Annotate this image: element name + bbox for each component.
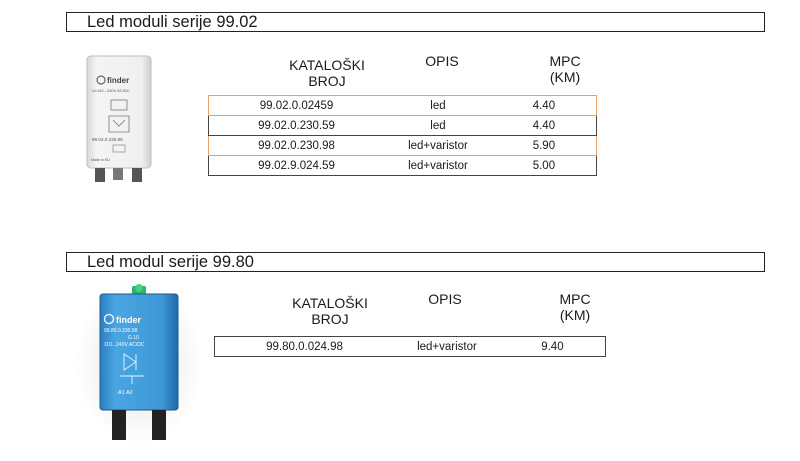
cell-opis: led+varistor bbox=[408, 139, 468, 152]
section-title-99-80: Led modul serije 99.80 bbox=[66, 252, 765, 272]
brand-logo: finder bbox=[107, 76, 130, 85]
cell-kataloski-broj: 99.02.9.024.59 bbox=[258, 159, 335, 172]
led-module-99-80-image bbox=[74, 280, 204, 446]
header-mpc: MPC (KM) bbox=[549, 53, 581, 85]
table-row bbox=[209, 116, 597, 136]
table-row bbox=[209, 136, 597, 156]
cell-opis: led+varistor bbox=[408, 159, 468, 172]
svg-text:U=110...240V AC/DC: U=110...240V AC/DC bbox=[92, 88, 130, 93]
cell-opis: led bbox=[430, 99, 446, 112]
cell-mpc: 5.00 bbox=[532, 159, 556, 172]
cell-opis: led bbox=[430, 119, 446, 132]
cell-opis: led+varistor bbox=[417, 340, 477, 353]
svg-text:finder: finder bbox=[116, 315, 142, 325]
cell-kataloski-broj: 99.80.0.024.98 bbox=[266, 340, 343, 353]
header-kataloski-broj: KATALOŠKI BROJ bbox=[289, 57, 365, 89]
svg-text:Made in EU: Made in EU bbox=[91, 158, 110, 162]
cell-mpc: 4.40 bbox=[532, 119, 556, 132]
svg-text:99.80.0.230.98: 99.80.0.230.98 bbox=[104, 328, 138, 334]
table-row bbox=[209, 156, 597, 176]
cell-mpc: 5.90 bbox=[532, 139, 556, 152]
cell-kataloski-broj: 99.02.0.02459 bbox=[259, 99, 334, 112]
cell-mpc: 9.40 bbox=[541, 340, 564, 353]
cell-kataloski-broj: 99.02.0.230.59 bbox=[258, 119, 335, 132]
header-kataloski-broj: KATALOŠKI BROJ bbox=[292, 295, 368, 327]
led-module-99-02-image bbox=[83, 50, 155, 184]
cell-kataloski-broj: 99.02.0.230.98 bbox=[258, 139, 335, 152]
svg-text:G 10: G 10 bbox=[128, 335, 139, 341]
svg-text:99.02.0.230.98: 99.02.0.230.98 bbox=[92, 137, 123, 142]
table-row bbox=[215, 337, 606, 357]
svg-text:A1 A2: A1 A2 bbox=[118, 390, 133, 396]
section-title-99-02: Led moduli serije 99.02 bbox=[66, 12, 765, 32]
catalog-table-99-80 bbox=[214, 336, 606, 357]
header-opis: OPIS bbox=[428, 291, 462, 307]
cell-mpc: 4.40 bbox=[532, 99, 556, 112]
table-row bbox=[209, 96, 597, 116]
header-mpc: MPC (KM) bbox=[559, 291, 591, 323]
catalog-table-99-02 bbox=[208, 95, 597, 176]
header-opis: OPIS bbox=[425, 53, 459, 69]
svg-text:110...240V AC/DC: 110...240V AC/DC bbox=[104, 342, 145, 348]
